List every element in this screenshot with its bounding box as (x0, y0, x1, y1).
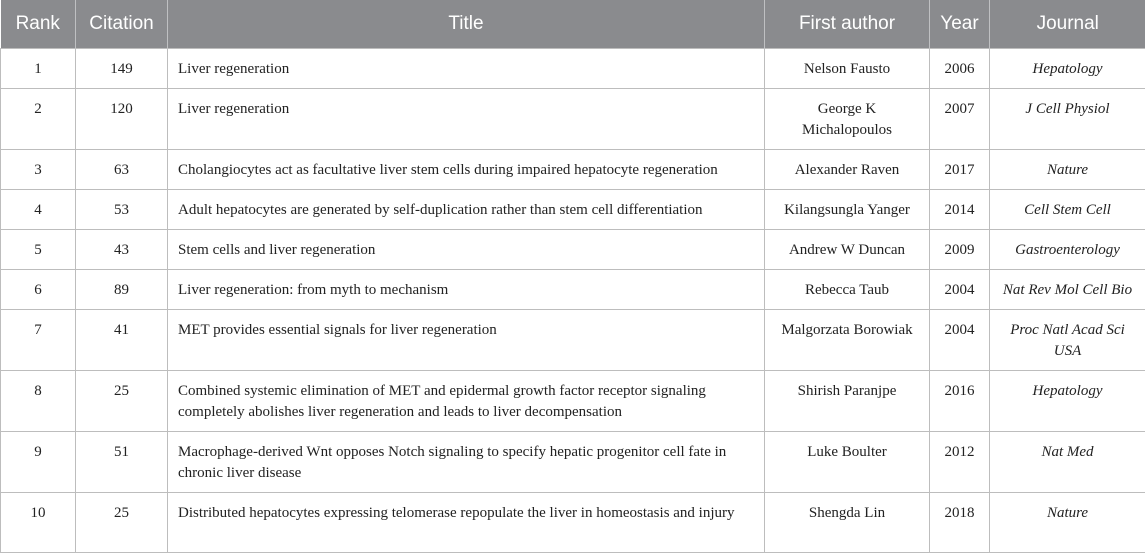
citation-cell: 43 (76, 230, 168, 270)
citation-cell: 25 (76, 493, 168, 553)
citation-cell: 120 (76, 89, 168, 150)
rank-cell: 2 (1, 89, 76, 150)
table-row (1, 230, 1145, 270)
year-cell: 2018 (930, 493, 990, 553)
table-body (1, 49, 1145, 553)
header-journal: Journal (990, 0, 1145, 49)
header-title: Title (168, 0, 765, 49)
rank-cell: 4 (1, 190, 76, 230)
author-cell: George K Michalopoulos (765, 89, 930, 150)
rank-cell: 9 (1, 432, 76, 493)
title-cell: Combined systemic elimination of MET and epidermal growth factor receptor signaling completely abolishes liver regeneration and leads to liver decompensation (168, 371, 765, 432)
year-cell: 2016 (930, 371, 990, 432)
rank-cell: 7 (1, 310, 76, 371)
title-cell: Adult hepatocytes are generated by self-duplication rather than stem cell differentiation (168, 190, 765, 230)
header-row (1, 0, 1145, 49)
journal-cell: Nat Rev Mol Cell Bio (990, 270, 1145, 310)
title-cell: Distributed hepatocytes expressing telomerase repopulate the liver in homeostasis and injury (168, 493, 765, 553)
journal-cell: Nature (990, 150, 1145, 190)
journal-cell: Nat Med (990, 432, 1145, 493)
title-cell: Macrophage-derived Wnt opposes Notch signaling to specify hepatic progenitor cell fate in chronic liver disease (168, 432, 765, 493)
rank-cell: 10 (1, 493, 76, 553)
journal-cell: Hepatology (990, 371, 1145, 432)
year-cell: 2014 (930, 190, 990, 230)
author-cell: Malgorzata Borowiak (765, 310, 930, 371)
author-cell: Kilangsungla Yanger (765, 190, 930, 230)
year-cell: 2006 (930, 49, 990, 89)
author-cell: Alexander Raven (765, 150, 930, 190)
header-rank: Rank (1, 0, 76, 49)
table-row (1, 310, 1145, 371)
journal-cell: Gastroenterology (990, 230, 1145, 270)
table-row (1, 493, 1145, 553)
year-cell: 2009 (930, 230, 990, 270)
author-cell: Luke Boulter (765, 432, 930, 493)
rank-cell: 1 (1, 49, 76, 89)
journal-cell: Proc Natl Acad Sci USA (990, 310, 1145, 371)
title-cell: Liver regeneration: from myth to mechanism (168, 270, 765, 310)
citation-cell: 149 (76, 49, 168, 89)
journal-cell: J Cell Physiol (990, 89, 1145, 150)
header-year: Year (930, 0, 990, 49)
author-cell: Shengda Lin (765, 493, 930, 553)
author-cell: Andrew W Duncan (765, 230, 930, 270)
table-row (1, 49, 1145, 89)
table-row (1, 89, 1145, 150)
header-citation: Citation (76, 0, 168, 49)
citation-cell: 63 (76, 150, 168, 190)
header-first-author: First author (765, 0, 930, 49)
title-cell: Liver regeneration (168, 89, 765, 150)
journal-cell: Hepatology (990, 49, 1145, 89)
journal-cell: Nature (990, 493, 1145, 553)
citation-cell: 25 (76, 371, 168, 432)
rank-cell: 5 (1, 230, 76, 270)
citation-cell: 89 (76, 270, 168, 310)
table-header (1, 0, 1145, 49)
author-cell: Shirish Paranjpe (765, 371, 930, 432)
author-cell: Nelson Fausto (765, 49, 930, 89)
rank-cell: 6 (1, 270, 76, 310)
title-cell: Cholangiocytes act as facultative liver stem cells during impaired hepatocyte regeneration (168, 150, 765, 190)
citation-cell: 53 (76, 190, 168, 230)
year-cell: 2004 (930, 270, 990, 310)
table-row (1, 190, 1145, 230)
rank-cell: 8 (1, 371, 76, 432)
journal-cell: Cell Stem Cell (990, 190, 1145, 230)
year-cell: 2007 (930, 89, 990, 150)
citation-cell: 51 (76, 432, 168, 493)
year-cell: 2017 (930, 150, 990, 190)
year-cell: 2004 (930, 310, 990, 371)
citation-cell: 41 (76, 310, 168, 371)
title-cell: MET provides essential signals for liver regeneration (168, 310, 765, 371)
title-cell: Liver regeneration (168, 49, 765, 89)
table-row (1, 150, 1145, 190)
year-cell: 2012 (930, 432, 990, 493)
table-row (1, 270, 1145, 310)
table-row (1, 371, 1145, 432)
author-cell: Rebecca Taub (765, 270, 930, 310)
rank-cell: 3 (1, 150, 76, 190)
title-cell: Stem cells and liver regeneration (168, 230, 765, 270)
table-row (1, 432, 1145, 493)
